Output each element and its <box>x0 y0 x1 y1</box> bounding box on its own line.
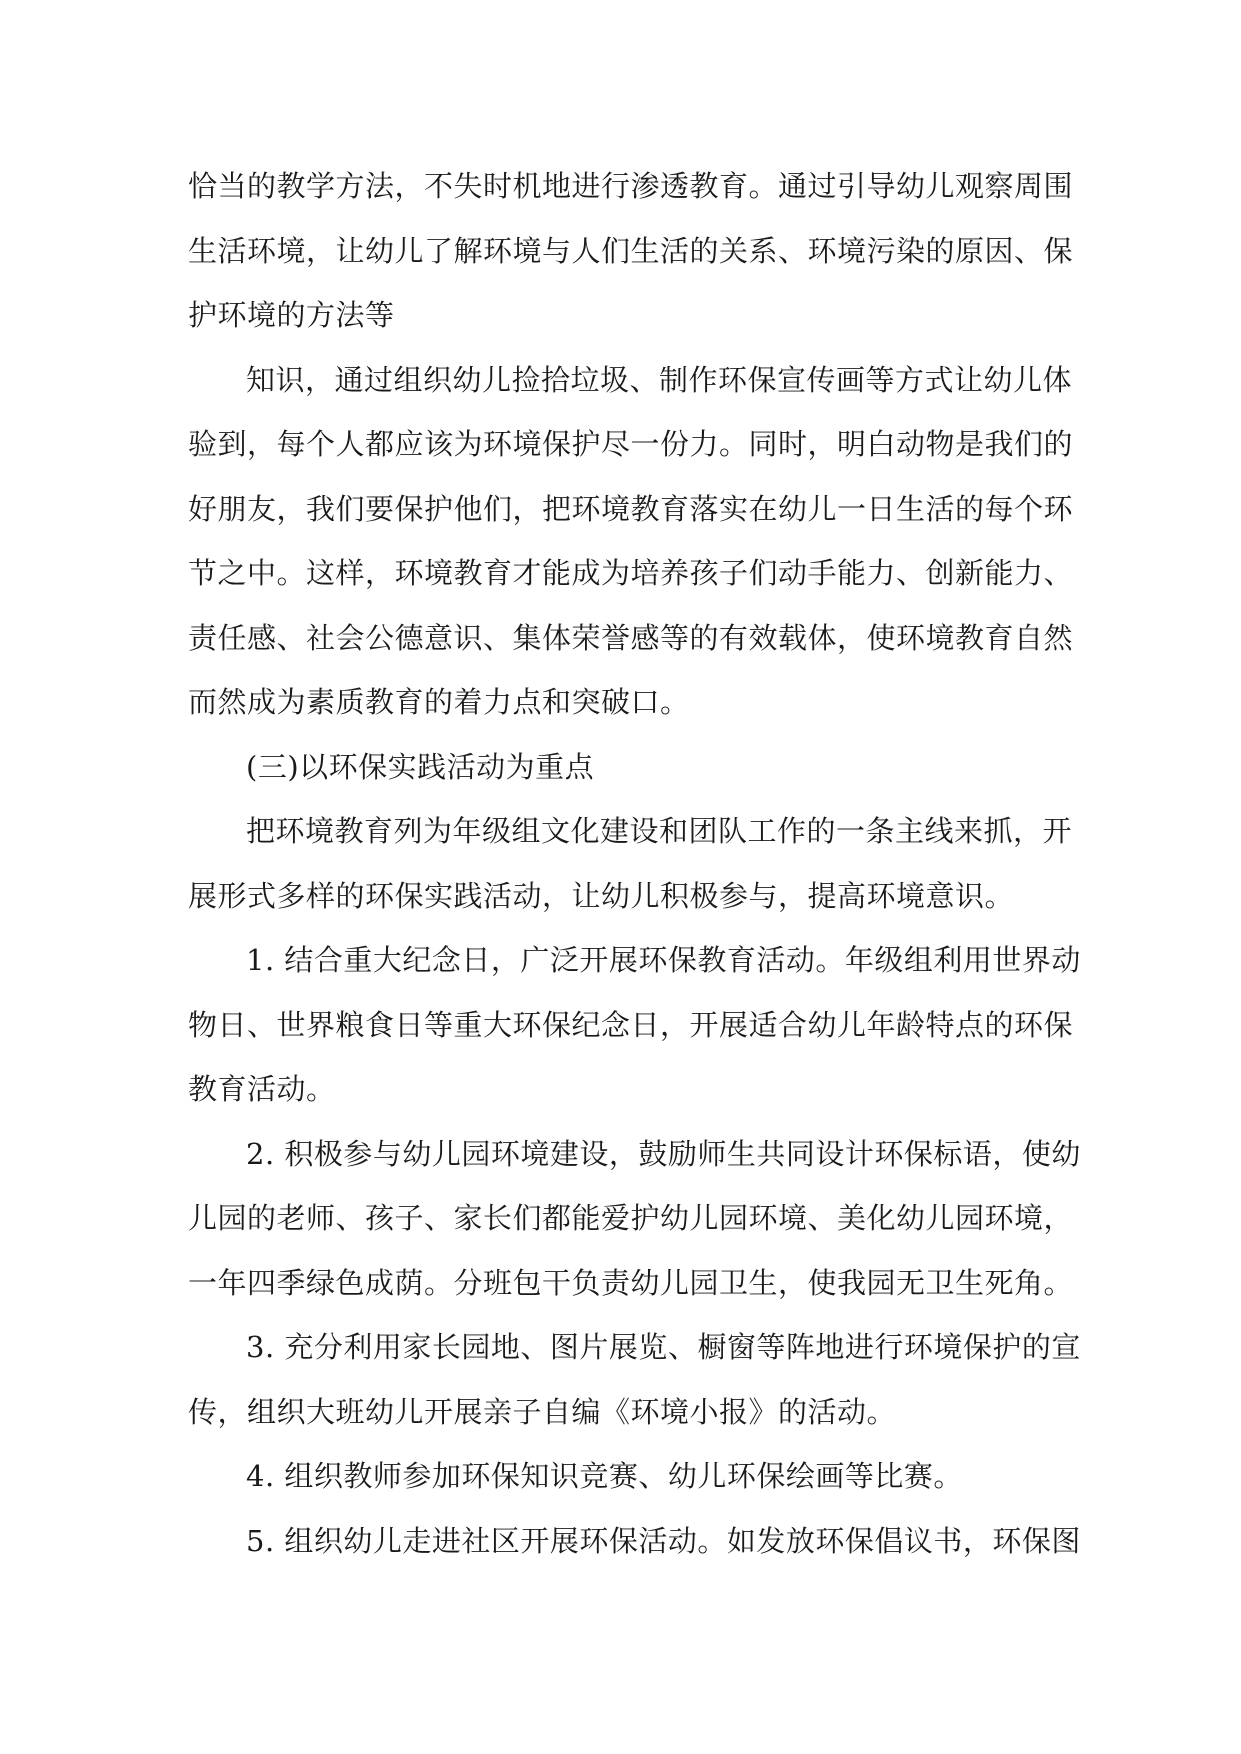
section-heading: (三)以环保实践活动为重点 <box>246 749 595 784</box>
text-line: 传，组织大班幼儿开展亲子自编《环境小报》的活动。 <box>188 1394 897 1429</box>
paragraph-first-line: 把环境教育列为年级组文化建设和团队工作的一条主线来抓，开 <box>246 814 1073 848</box>
list-item-2: 2. 积极参与幼儿园环境建设，鼓励师生共同设计环保标语，使幼 <box>246 1136 1081 1171</box>
text-line: 生活环境，让幼儿了解环境与人们生活的关系、环境污染的原因、保 <box>188 233 1074 268</box>
text-line: 责任感、社会公德意识、集体荣誉感等的有效载体，使环境教育自然 <box>188 620 1074 655</box>
text-line: 恰当的教学方法，不失时机地进行渗透教育。通过引导幼儿观察周围 <box>188 169 1074 203</box>
text-line: 验到，每个人都应该为环境保护尽一份力。同时，明白动物是我们的 <box>188 427 1074 461</box>
text-line: 展形式多样的环保实践活动，让幼儿积极参与，提高环境意识。 <box>188 878 1015 913</box>
paragraph-first-line: 知识，通过组织幼儿捡拾垃圾、制作环保宣传画等方式让幼儿体 <box>246 362 1073 397</box>
text-line: 教育活动。 <box>188 1072 336 1106</box>
text-line: 一年四季绿色成荫。分班包干负责幼儿园卫生，使我园无卫生死角。 <box>188 1265 1074 1300</box>
text-line: 好朋友，我们要保护他们，把环境教育落实在幼儿一日生活的每个环 <box>188 491 1074 526</box>
list-item-3: 3. 充分利用家长园地、图片展览、橱窗等阵地进行环境保护的宣 <box>246 1330 1081 1364</box>
text-line: 护环境的方法等 <box>188 298 395 332</box>
text-line: 儿园的老师、孩子、家长们都能爱护幼儿园环境、美化幼儿园环境， <box>188 1201 1074 1235</box>
list-item-5: 5. 组织幼儿走进社区开展环保活动。如发放环保倡议书，环保图 <box>246 1523 1081 1558</box>
text-line: 节之中。这样，环境教育才能成为培养孩子们动手能力、创新能力、 <box>188 556 1074 590</box>
body-text <box>188 154 1081 1573</box>
list-item-4: 4. 组织教师参加环保知识竞赛、幼儿环保绘画等比赛。 <box>246 1459 963 1493</box>
text-line: 而然成为素质教育的着力点和突破口。 <box>188 685 690 719</box>
text-line: 物日、世界粮食日等重大环保纪念日，开展适合幼儿年龄特点的环保 <box>188 1007 1074 1042</box>
list-item-1: 1. 结合重大纪念日，广泛开展环保教育活动。年级组利用世界动 <box>246 943 1081 977</box>
